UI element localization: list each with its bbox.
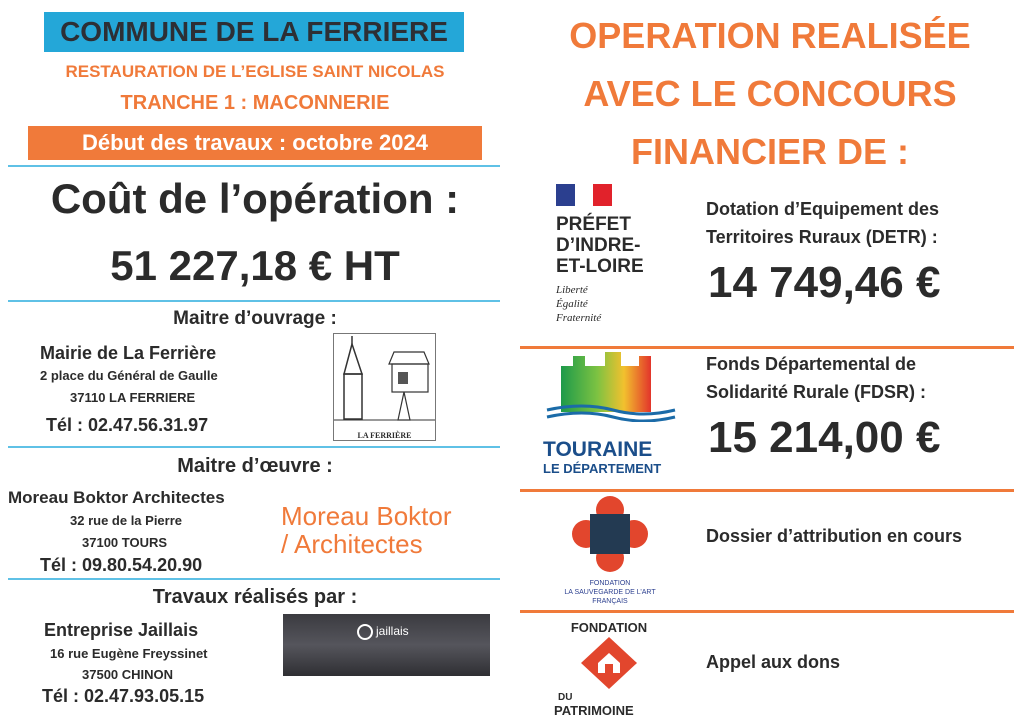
architect-logo-line-1: Moreau Boktor (281, 501, 452, 531)
prefet-line-2: D’INDRE- (556, 235, 641, 256)
divider (8, 578, 500, 580)
builder-phone: Tél : 02.47.93.05.15 (42, 686, 205, 706)
detr-label-line-1: Dotation d’Equipement des (706, 199, 940, 219)
sauvegarde-line-2: LA SAUVEGARDE DE L’ART (564, 589, 656, 596)
architect-heading: Maitre d’œuvre : (177, 455, 333, 477)
motto-fraternite: Fraternité (556, 312, 602, 324)
detr-amount: 14 749,46 € (708, 258, 941, 307)
divider (8, 165, 500, 167)
owner-name: Mairie de La Ferrière (40, 343, 217, 363)
motto-liberte: Liberté (556, 284, 588, 296)
sketch-caption: LA FERRIÈRE (357, 431, 412, 440)
owner-heading: Maitre d’ouvrage : (173, 308, 337, 329)
owner-phone: Tél : 02.47.56.31.97 (46, 415, 209, 435)
divider (8, 446, 500, 448)
builder-address-1: 16 rue Eugène Freyssinet (50, 646, 208, 661)
patrimoine-house-icon (554, 635, 664, 693)
patrimoine-label: Appel aux dons (706, 652, 841, 672)
owner-address-2: 37110 LA FERRIERE (70, 390, 196, 405)
touraine-logo (543, 352, 677, 477)
divider (520, 346, 1014, 349)
funding-title-line-1: OPERATION REALISÉE (569, 15, 971, 56)
builder-logo (357, 624, 409, 640)
builder-name: Entreprise Jaillais (44, 620, 199, 640)
patrimoine-logo (554, 620, 664, 720)
detr-label-line-2: Territoires Ruraux (DETR) : (706, 227, 938, 247)
funding-title (520, 16, 1020, 172)
funding-title-line-2: AVEC LE CONCOURS (583, 73, 957, 114)
architect-address-2: 37100 TOURS (82, 535, 168, 550)
cost-label: Coût de l’opération : (50, 175, 460, 222)
prefet-line-3: ET-LOIRE (556, 256, 644, 277)
prefet-line-1: PRÉFET (556, 214, 631, 235)
sauvegarde-logo (550, 496, 670, 604)
touraine-line-2: LE DÉPARTEMENT (543, 461, 662, 476)
builder-heading: Travaux réalisés par : (152, 586, 358, 608)
project-line-1: RESTAURATION DE L’EGLISE SAINT NICOLAS (65, 62, 445, 81)
divider (8, 300, 500, 302)
fdsr-label-line-2: Solidarité Rurale (FDSR) : (706, 382, 927, 402)
builder-logo-photo (283, 614, 490, 676)
architect-address-1: 32 rue de la Pierre (70, 513, 183, 528)
patrimoine-top: FONDATION (570, 620, 648, 635)
builder-logo-text: jaillais (376, 624, 409, 639)
jaillais-mark-icon (357, 624, 373, 640)
sauvegarde-line-1: FONDATION (589, 580, 631, 587)
owner-address-1: 2 place du Général de Gaulle (40, 368, 218, 383)
fdsr-amount: 15 214,00 € (708, 413, 941, 462)
divider (520, 489, 1014, 492)
touraine-emblem-icon (543, 352, 677, 422)
patrimoine-du: DU (558, 692, 573, 703)
fdsr-label (706, 350, 926, 406)
cost-value: 51 227,18 € HT (110, 242, 400, 289)
sauvegarde-line-3: FRANÇAIS (592, 598, 628, 605)
sauvegarde-emblem-icon (550, 496, 670, 574)
marianne-flag-icon (556, 184, 612, 206)
architect-logo (281, 502, 452, 558)
touraine-line-1: TOURAINE (543, 438, 653, 461)
church-sketch-image (333, 333, 436, 441)
prefet-logo (556, 184, 666, 325)
sauvegarde-label: Dossier d’attribution en cours (706, 526, 963, 546)
motto-egalite: Égalité (556, 298, 588, 310)
builder-address-2: 37500 CHINON (82, 667, 174, 682)
patrimoine-bottom: PATRIMOINE (554, 703, 634, 718)
architect-phone: Tél : 09.80.54.20.90 (40, 555, 203, 575)
divider (520, 610, 1014, 613)
project-line-2: TRANCHE 1 : MACONNERIE (120, 92, 390, 114)
commune-title: COMMUNE DE LA FERRIERE (44, 12, 464, 52)
start-date-banner: Début des travaux : octobre 2024 (28, 126, 482, 160)
architect-logo-line-2: / Architectes (281, 529, 423, 559)
fdsr-label-line-1: Fonds Départemental de (706, 354, 917, 374)
architect-name: Moreau Boktor Architectes (8, 488, 225, 507)
funding-title-line-3: FINANCIER DE : (631, 131, 909, 172)
detr-label (706, 195, 939, 251)
